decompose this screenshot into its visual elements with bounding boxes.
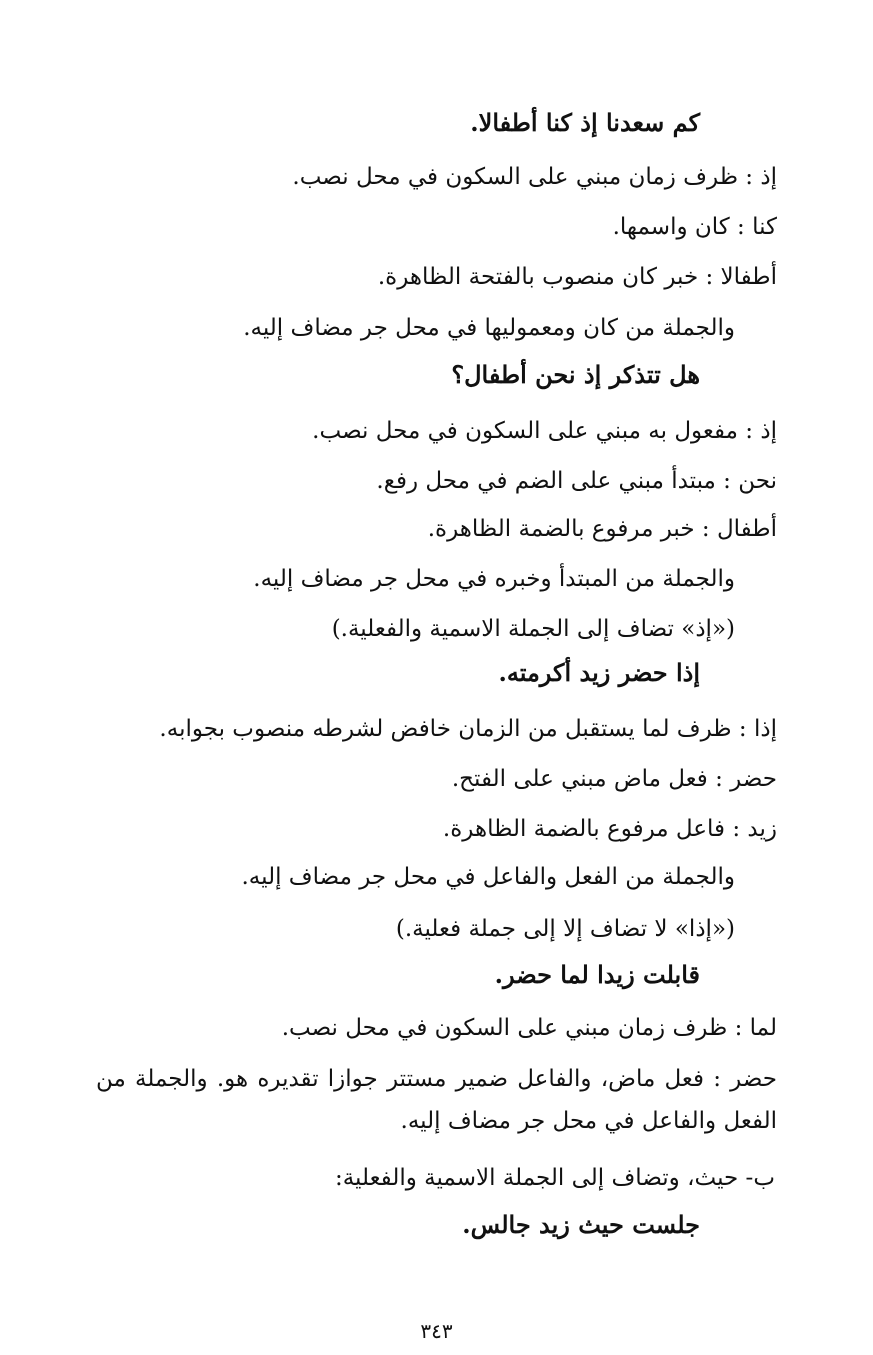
parsing-line: كنا : كان واسمها. (612, 214, 777, 240)
example-sentence: هل تتذكر إذ نحن أطفال؟ (451, 360, 700, 389)
parsing-line: نحن : مبتدأ مبني على الضم في محل رفع. (376, 468, 777, 494)
rule-note: («إذ» تضاف إلى الجملة الاسمية والفعلية.) (331, 616, 735, 642)
example-sentence: كم سعدنا إذ كنا أطفالا. (470, 108, 700, 137)
sentence-note: والجملة من كان ومعموليها في محل جر مضاف إليه. (243, 315, 735, 341)
parsing-line: أطفالا : خبر كان منصوب بالفتحة الظاهرة. (377, 264, 777, 290)
rule-note: («إذا» لا تضاف إلا إلى جملة فعلية.) (395, 916, 735, 942)
parsing-paragraph: حضر : فعل ماض، والفاعل ضمير مستتر جوازا تقديره هو. والجملة من الفعل والفاعل في محل جر مضاف إليه. (96, 1066, 777, 1134)
example-sentence: إذا حضر زيد أكرمته. (498, 658, 700, 687)
parsing-line: إذا : ظرف لما يستقبل من الزمان خافض لشرطه منصوب بجوابه. (159, 716, 777, 742)
parsing-line: أطفال : خبر مرفوع بالضمة الظاهرة. (427, 516, 777, 542)
section-heading: ب- حيث، وتضاف إلى الجملة الاسمية والفعلية: (334, 1165, 775, 1191)
sentence-note: والجملة من المبتدأ وخبره في محل جر مضاف إليه. (253, 566, 735, 592)
parsing-line: إذ : مفعول به مبني على السكون في محل نصب. (312, 418, 777, 444)
example-sentence: قابلت زيدا لما حضر. (494, 960, 700, 989)
sentence-note: والجملة من الفعل والفاعل في محل جر مضاف إليه. (241, 864, 735, 890)
parsing-line: إذ : ظرف زمان مبني على السكون في محل نصب. (292, 164, 777, 190)
parsing-line: زيد : فاعل مرفوع بالضمة الظاهرة. (442, 816, 777, 842)
example-sentence: جلست حيث زيد جالس. (462, 1210, 700, 1239)
parsing-line: حضر : فعل ماض مبني على الفتح. (451, 766, 777, 792)
page-number: ٣٤٣ (420, 1319, 453, 1343)
parsing-line: لما : ظرف زمان مبني على السكون في محل نصب. (281, 1015, 777, 1041)
